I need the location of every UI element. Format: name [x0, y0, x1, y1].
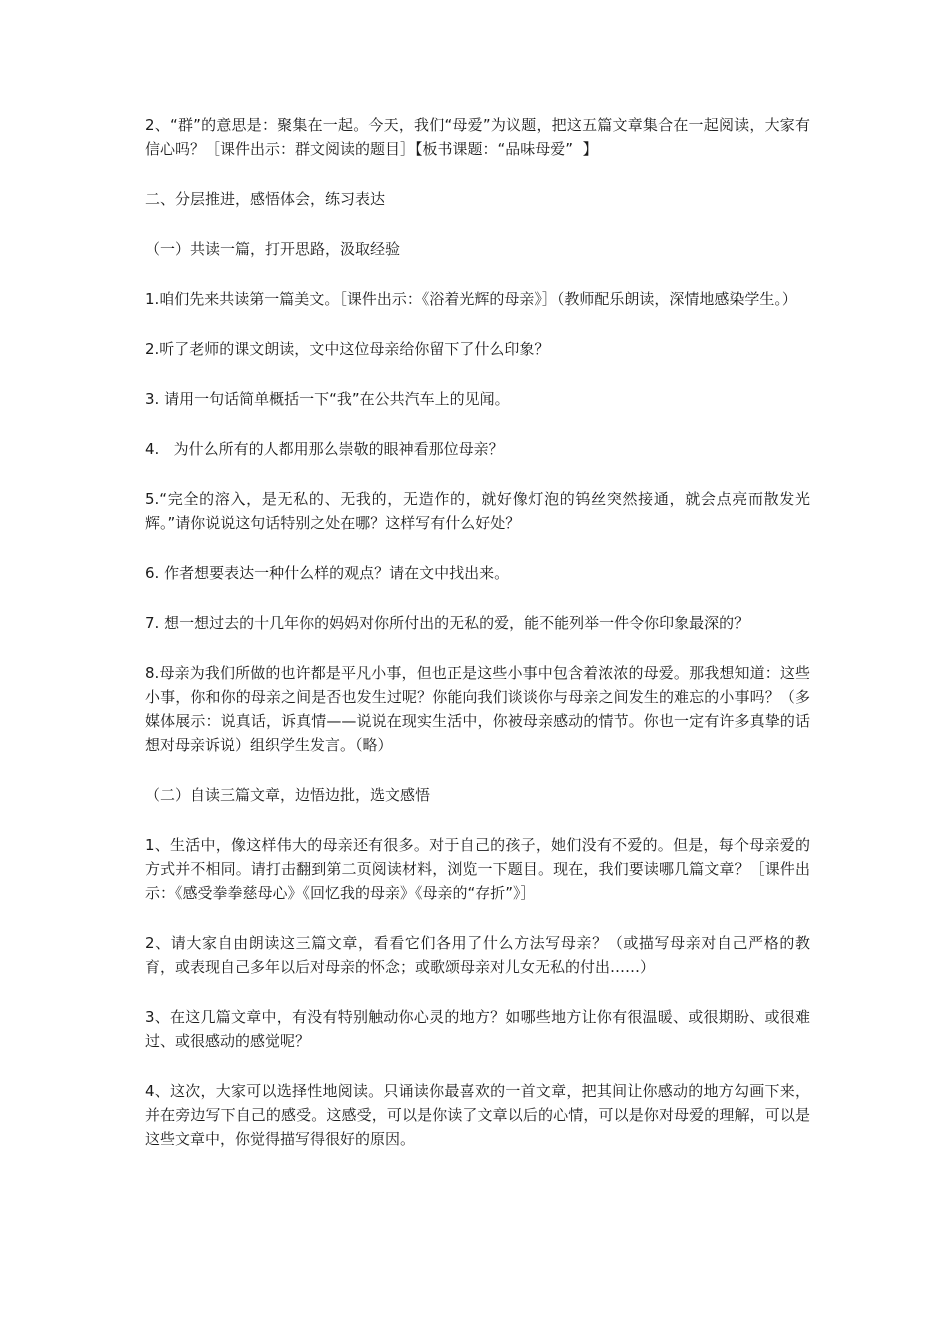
list-item-5: 5.“完全的溶入，是无私的、无我的，无造作的，就好像灯泡的钨丝突然接通，就会点亮而散发光辉。”请你说说这句话特别之处在哪？这样写有什么好处？	[145, 490, 810, 532]
list-item-b3: 3、在这几篇文章中，有没有特别触动你心灵的地方？如哪些地方让你有很温暖、或很期盼、或很难过、或很感动的感觉呢？	[145, 1008, 810, 1050]
list-item-8: 8.母亲为我们所做的也许都是平凡小事，但也正是这些小事中包含着浓浓的母爱。那我想知道：这些小事，你和你的母亲之间是否也发生过呢？你能向我们谈谈你与母亲之间发生的难忘的小事吗？（多媒体展示：说真话，诉真情——说说在现实生活中，你被母亲感动的情节。你也一定有许多真挚的话想对母亲诉说）组织学生发言。（略）	[145, 664, 810, 754]
list-item-b4: 4、这次，大家可以选择性地阅读。只诵读你最喜欢的一首文章，把其间让你感动的地方勾画下来，并在旁边写下自己的感受。这感受，可以是你读了文章以后的心情，可以是你对母爱的理解，可以是这些文章中，你觉得描写得很好的原因。	[145, 1082, 810, 1148]
list-item-1: 1.咱们先来共读第一篇美文。［课件出示：《浴着光辉的母亲》］（教师配乐朗读，深情地感染学生。）	[145, 290, 797, 308]
paragraph-intro-qun: 2、“群”的意思是：聚集在一起。今天，我们“母爱”为议题，把这五篇文章集合在一起阅读，大家有信心吗？［课件出示：群文阅读的题目］【板书课题：“品味母爱” 】	[145, 116, 810, 158]
document-page	[145, 113, 810, 1177]
list-item-3: 3. 请用一句话简单概括一下“我”在公共汽车上的见闻。	[145, 390, 510, 408]
list-item-4: 4. 为什么所有的人都用那么崇敬的眼神看那位母亲？	[145, 440, 504, 458]
subsection-heading-1: （一）共读一篇，打开思路，汲取经验	[145, 240, 401, 258]
list-item-6: 6. 作者想要表达一种什么样的观点？请在文中找出来。	[145, 564, 510, 582]
list-item-b1: 1、生活中，像这样伟大的母亲还有很多。对于自己的孩子，她们没有不爱的。但是，每个母亲爱的方式并不相同。请打击翻到第二页阅读材料，浏览一下题目。现在，我们要读哪几篇文章？［课件出示：《感受拳拳慈母心》《回忆我的母亲》《母亲的“存折”》］	[145, 836, 810, 902]
list-item-b2: 2、请大家自由朗读这三篇文章，看看它们各用了什么方法写母亲？（或描写母亲对自己严格的教育，或表现自己多年以后对母亲的怀念；或歌颂母亲对儿女无私的付出……）	[145, 934, 810, 976]
section-heading-2: 二、分层推进，感悟体会，练习表达	[145, 190, 386, 208]
subsection-heading-2: （二）自读三篇文章，边悟边批，选文感悟	[145, 786, 431, 804]
list-item-7: 7. 想一想过去的十几年你的妈妈对你所付出的无私的爱，能不能列举一件令你印象最深的？	[145, 614, 750, 632]
list-item-2: 2.听了老师的课文朗读，文中这位母亲给你留下了什么印象？	[145, 340, 550, 358]
